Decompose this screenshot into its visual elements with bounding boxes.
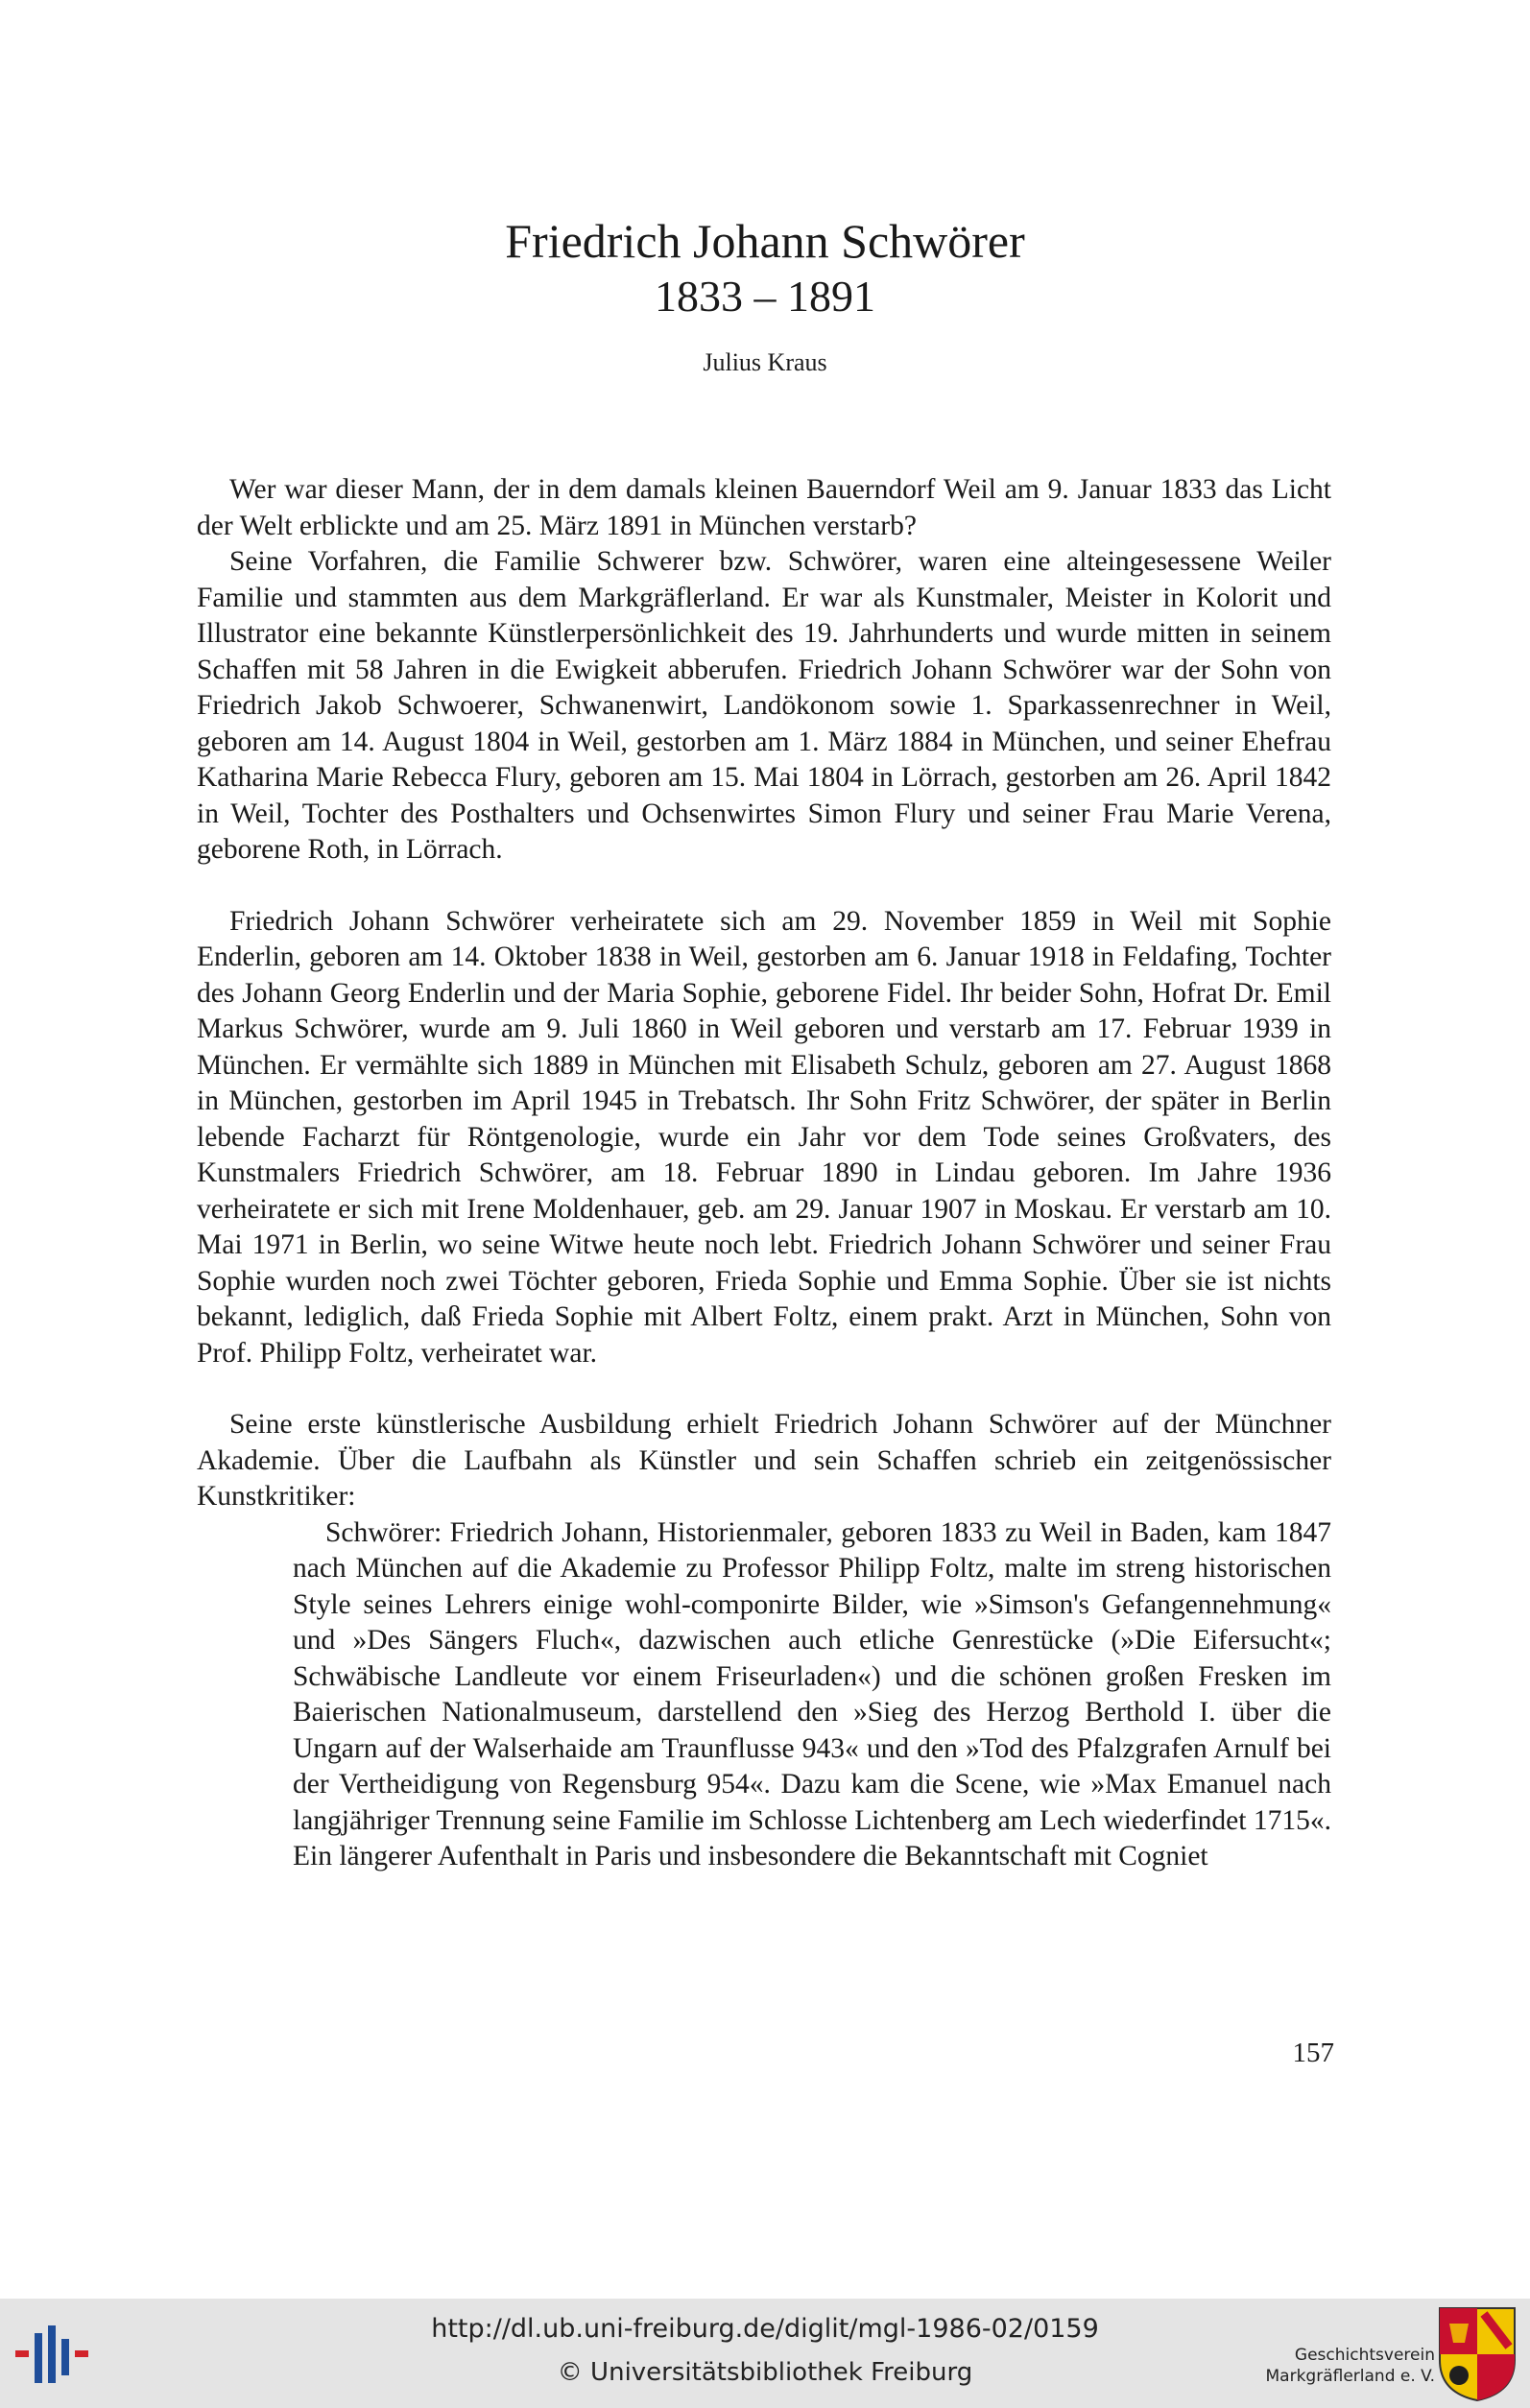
- source-url[interactable]: http://dl.ub.uni-freiburg.de/diglit/mgl-1986-02/0159: [431, 2314, 1099, 2344]
- paragraph-intro: Wer war dieser Mann, der in dem damals kleinen Bauerndorf Weil am 9. Januar 1833 das Licht der Welt erblickte und am 25. März 1891 in München verstarb?: [197, 474, 1331, 541]
- paragraph-quote: Schwörer: Friedrich Johann, Historienmaler, geboren 1833 zu Weil in Baden, kam 1847 nach München auf die Akademie zu Professor Philipp Foltz, malte im streng historischen Style seines Lehrers einige wohl-componirte Bilder, wie »Simson's Gefangennehmung« und »Des Sängers Fluch«, dazwischen auch etliche Genrestücke (»Die Eifersucht«; Schwäbische Landleute vor einem Friseurladen«) und die schönen großen Fresken im Baierischen Nationalmuseum, darstellend den »Sieg des Herzog Berthold I. über die Ungarn auf der Walserhaide am Traunflusse 943« und den »Tod des Pfalzgrafen Arnulf bei der Vertheidigung von Regensburg 954«. Dazu kam die Scene, wie »Max Emanuel nach langjähriger Trennung seine Familie im Schlosse Lichtenberg am Lech wiederfindet 1715«. Ein längerer Aufenthalt in Paris und insbesondere die Bekanntschaft mit Cogniet: [293, 1516, 1331, 1872]
- article-body: [197, 472, 1331, 1875]
- paragraph-ancestry: Seine Vorfahren, die Familie Schwerer bzw. Schwörer, waren eine alteingesessene Weiler Familie und stammten aus dem Markgräflerland. Er war als Kunstmaler, Meister in Kolorit und Illustrator eine bekannte Künstlerpersönlichkeit des 19. Jahrhunderts und wurde mitten in seinem Schaffen mit 58 Jahren in die Ewigkeit abberufen. Friedrich Johann Schwörer war der Sohn von Friedrich Jakob Schwoerer, Schwanenwirt, Landökonom sowie 1. Sparkassenrechner in Weil, geboren am 14. August 1804 in Weil, gestorben am 1. März 1884 in München, und seiner Ehefrau Katharina Marie Rebecca Flury, geboren am 15. Mai 1804 in Lörrach, gestorben am 26. April 1842 in Weil, Tochter des Posthalters und Ochsenwirtes Simon Flury und seiner Frau Marie Verena, geborene Roth, in Lörrach.: [197, 546, 1331, 865]
- copyright-notice: © Universitätsbibliothek Freiburg: [557, 2358, 973, 2387]
- society-name: [1190, 2345, 1435, 2387]
- article-author: Julius Kraus: [703, 348, 827, 376]
- article-title: Friedrich Johann Schwörer: [505, 214, 1025, 268]
- society-name-line1: Geschichtsverein: [1294, 2346, 1435, 2365]
- society-name-line2: Markgräflerland e. V.: [1265, 2367, 1435, 2386]
- viewer-footer: [0, 2299, 1530, 2408]
- paragraph-education: Seine erste künstlerische Ausbildung erhielt Friedrich Johann Schwörer auf der Münchner Akademie. Über die Laufbahn als Künstler und sein Schaffen schrieb ein zeitgenössischer Kunstkritiker:: [197, 1409, 1331, 1512]
- page-number: 157: [1292, 2038, 1334, 2068]
- coat-of-arms-icon: [1436, 2304, 1518, 2402]
- article-years: 1833 – 1891: [655, 272, 875, 321]
- paragraph-family: Friedrich Johann Schwörer verheiratete sich am 29. November 1859 in Weil mit Sophie Enderlin, geboren am 14. Oktober 1838 in Weil, gestorben am 6. Januar 1918 in Feldafing, Tochter des Johann Georg Enderlin und der Maria Sophie, geborene Fidel. Ihr beider Sohn, Hofrat Dr. Emil Markus Schwörer, wurde am 9. Juli 1860 in Weil geboren und verstarb am 17. Februar 1939 in München. Er vermählte sich 1889 in München mit Elisabeth Schulz, geboren am 27. August 1868 in München, gestorben im April 1945 in Trebatsch. Ihr Sohn Fritz Schwörer, der später in Berlin lebende Facharzt für Röntgenologie, wurde ein Jahr vor dem Tode seines Großvaters, des Kunstmalers Friedrich Schwörer, am 18. Februar 1890 in Lindau geboren. Im Jahre 1936 verheiratete er sich mit Irene Moldenhauer, geb. am 29. Januar 1907 in Moskau. Er verstarb am 10. Mai 1971 in Berlin, wo seine Witwe heute noch lebt. Friedrich Johann Schwörer und seiner Frau Sophie wurden noch zwei Töchter geboren, Frieda Sophie und Emma Sophie. Über sie ist nichts bekannt, lediglich, daß Frieda Sophie mit Albert Foltz, einem prakt. Arzt in München, Sohn von Prof. Philipp Foltz, verheiratet war.: [197, 905, 1331, 1369]
